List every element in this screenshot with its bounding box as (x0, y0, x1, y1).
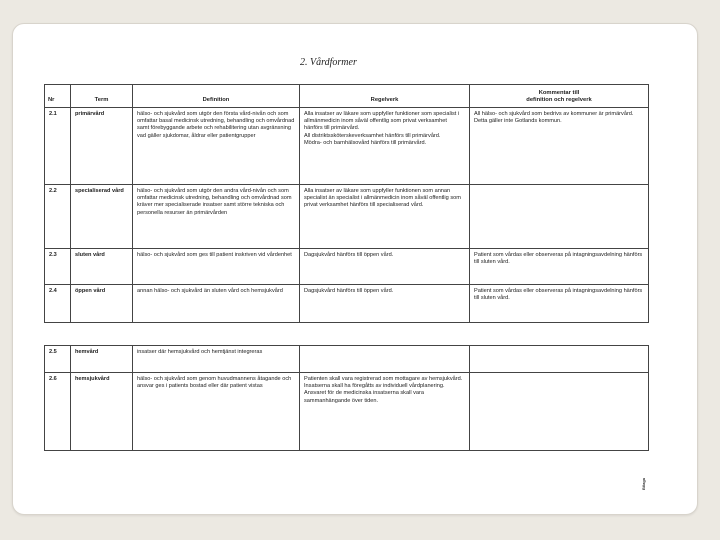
row-term: specialiserad vård (71, 185, 133, 249)
row-definition: insatser där hemsjukvård och hemtjänst integreras (133, 346, 300, 373)
row-regelverk: Alla insatser av läkare som uppfyller funktioner som specialist i allmänmedicin inom såväl offentlig som privat verksamhet hänförs till primärvård. All distriktssköterskeverksamhet hänförs till primärvård. Mödra- och barnhälsovård hänförs till primärvård. (300, 108, 470, 185)
row-kommentar (470, 373, 649, 451)
row-term: hemvård (71, 346, 133, 373)
row-kommentar: All hälso- och sjukvård som bedrivs av kommuner är primärvård. Detta gäller inte Gotlands kommun. (470, 108, 649, 185)
header-kommentar-line1: Kommentar till (538, 89, 580, 96)
row-kommentar: Patient som vårdas eller observeras på intagningsavdelning hänförs till sluten vård. (470, 285, 649, 323)
row-definition: hälso- och sjukvård som ges till patient inskriven vid vårdenhet (133, 249, 300, 285)
terms-table (44, 84, 649, 323)
row-nr: 2.1 (45, 108, 71, 185)
row-kommentar: Patient som vårdas eller observeras på intagningsavdelning hänförs till sluten vård. (470, 249, 649, 285)
row-nr: 2.4 (45, 285, 71, 323)
row-term: öppen vård (71, 285, 133, 323)
row-regelverk: Dagsjukvård hänförs till öppen vård. (300, 285, 470, 323)
terms-table-continued (44, 345, 649, 451)
header-kommentar-line2: definition och regelverk (526, 96, 592, 103)
row-nr: 2.6 (45, 373, 71, 451)
header-regelverk: Regelverk (300, 85, 470, 108)
row-regelverk (300, 346, 470, 373)
row-definition: annan hälso- och sjukvård än sluten vård och hemsjukvård (133, 285, 300, 323)
header-kommentar (470, 85, 649, 108)
header-nr: Nr (45, 85, 71, 108)
table-row (45, 185, 649, 249)
table-row (45, 285, 649, 323)
row-nr: 2.3 (45, 249, 71, 285)
row-term: primärvård (71, 108, 133, 185)
table-header-row (45, 85, 649, 108)
row-term: hemsjukvård (71, 373, 133, 451)
page-title: 2. Vårdformer (300, 57, 357, 68)
row-regelverk: Patienten skall vara registrerad som mottagare av hemsjukvård. Insatserna skall ha föregåtts av individuell vårdplanering. Ansvaret för de medicinska insatserna skall vara sammanhängande över tiden. (300, 373, 470, 451)
header-term: Term (71, 85, 133, 108)
row-nr: 2.2 (45, 185, 71, 249)
row-regelverk: Dagsjukvård hänförs till öppen vård. (300, 249, 470, 285)
side-label: Bilaga (641, 477, 646, 490)
row-definition: hälso- och sjukvård som genom huvudmannens åtagande och ansvar ges i patients bostad eller där patient vistas (133, 373, 300, 451)
row-regelverk: Alla insatser av läkare som uppfyller funktionen som annan specialist än specialist i allmänmedicin inom såväl offentlig som privat verksamhet hänförs till specialiserad vård. (300, 185, 470, 249)
row-kommentar (470, 185, 649, 249)
row-definition: hälso- och sjukvård som utgör den andra vård-nivån och som omfattar medicinsk utredning, behandling och omvårdnad som kräver mer specialiserade insatser samt större tekniska och personella resurser än primärvården (133, 185, 300, 249)
row-term: sluten vård (71, 249, 133, 285)
table-row (45, 346, 649, 373)
row-nr: 2.5 (45, 346, 71, 373)
table-row (45, 249, 649, 285)
header-definition: Definition (133, 85, 300, 108)
row-kommentar (470, 346, 649, 373)
table-row (45, 108, 649, 185)
table-row (45, 373, 649, 451)
row-definition: hälso- och sjukvård som utgör den första vård-nivån och som omfattar basal medicinsk utredning, behandling och omvårdnad samt förebyggande arbete och rehabilitering utan avgränsning vad gäller sjukdomar, åldrar eller patientgrupper (133, 108, 300, 185)
